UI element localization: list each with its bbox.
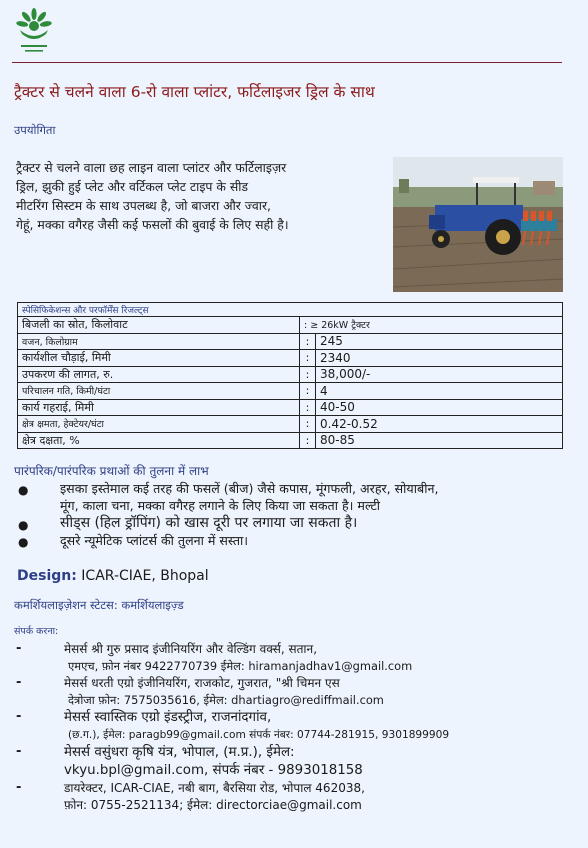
design-label: Design: (17, 568, 77, 584)
table-row (18, 366, 563, 383)
table-row (18, 432, 563, 449)
contacts-list (16, 641, 576, 814)
spec-value: 40-50 (316, 399, 563, 416)
spec-value: 2340 (316, 350, 563, 367)
spec-value: 38,000/- (316, 366, 563, 383)
commercialization-status: कमर्शियलाइज़ेशन स्टेटस: कमर्शियलाइज़्ड (14, 598, 184, 612)
spec-value: 4 (316, 383, 563, 400)
comparison-heading: पारंपरिक/पारंपरिक प्रथाओं की तुलना में लाभ (14, 464, 209, 478)
spec-separator: : (300, 416, 316, 433)
usage-line: मीटरिंग सिस्टम के साथ उपलब्ध है, जो बाजरा और ज्वार, (16, 198, 271, 213)
contact-details: (छ.ग.), ईमेल: paragb99@gmail.com संपर्क नंबर: 07744-281915, 9301899909 (68, 729, 450, 741)
tractor-planter-photo (393, 157, 563, 292)
dash-icon: - (16, 744, 22, 759)
spec-label: क्षेत्र क्षमता, हेक्टेयर/घंटा (18, 416, 300, 433)
benefit-text: मूंग, काला चना, मक्का वगैरह लगाने के लिए किया जा सकता है। मल्टी (60, 498, 381, 513)
header-divider (12, 62, 562, 63)
specifications-heading: स्पेसिफिकेशन्स और परफॉर्मेंस रिजल्ट्स (18, 303, 563, 317)
specifications-table (17, 302, 563, 449)
table-row (18, 416, 563, 433)
list-item (16, 709, 576, 744)
table-row (18, 317, 563, 334)
spec-separator: : (300, 399, 316, 416)
table-row (18, 333, 563, 350)
contact-name: मेसर्स स्वास्तिक एग्रो इंडस्ट्रीज, राजनांदगांव, (64, 710, 272, 725)
list-item (18, 497, 578, 514)
contact-name: डायरेक्टर, ICAR-CIAE, नबी बाग, बैरसिया रोड, भोपाल 462038, (64, 781, 365, 795)
spec-label: परिचालन गति, किमी/घंटा (18, 383, 300, 400)
contact-name: मेसर्स धरती एग्रो इंजीनियरिंग, राजकोट, गुजरात, "श्री चिमन एस (64, 676, 340, 690)
contact-details: vkyu.bpl@gmail.com, संपर्क नंबर - 9893018158 (64, 763, 363, 778)
benefit-text: इसका इस्तेमाल कई तरह की फसलें (बीज) जैसे कपास, मूंगफली, अरहर, सोयाबीन, (60, 481, 439, 496)
bullet-icon: ● (18, 483, 29, 497)
table-header-row (18, 303, 563, 317)
spec-value: 0.42-0.52 (316, 416, 563, 433)
dash-icon: - (16, 780, 22, 795)
bullet-icon: ● (18, 518, 29, 532)
dash-icon: - (16, 641, 22, 656)
bullet-icon: ● (18, 535, 29, 549)
spec-label: क्षेत्र दक्षता, % (18, 432, 300, 449)
usage-line: गेहूं, मक्का वगैरह जैसी कई फसलों की बुवाई के लिए सही है। (16, 217, 289, 232)
contact-name: मेसर्स श्री गुरु प्रसाद इंजीनियरिंग और वेल्डिंग वर्क्स, सतान, (64, 642, 318, 656)
benefit-text: सीड्स (हिल ड्रॉपिंग) को खास दूरी पर लगाया जा सकता है। (60, 515, 358, 531)
usage-line: ट्रैक्टर से चलने वाला छह लाइन वाला प्लांटर और फर्टिलाइज़र (16, 160, 287, 175)
design-credit (17, 568, 209, 584)
spec-label: वजन, किलोग्राम (18, 333, 300, 350)
usage-paragraph (16, 158, 378, 234)
usage-heading: उपयोगिता (14, 123, 56, 137)
list-item (16, 744, 576, 780)
dash-icon: - (16, 675, 22, 690)
spec-label: कार्यशील चौड़ाई, मिमी (18, 350, 300, 367)
list-item (18, 480, 578, 497)
spec-label: बिजली का स्रोत, किलोवाट (18, 317, 300, 334)
spec-label: कार्य गहराई, मिमी (18, 399, 300, 416)
icar-logo-icon (14, 8, 54, 60)
contact-details: देत्रोजा फ़ोन: 7575035616, ईमेल: dhartiagro@rediffmail.com (68, 693, 384, 707)
dash-icon: - (16, 709, 22, 724)
design-value: ICAR-CIAE, Bhopal (81, 568, 209, 584)
contact-name: मेसर्स वसुंधरा कृषि यंत्र, भोपाल, (म.प्र.), ईमेल: (64, 745, 295, 760)
list-item (16, 675, 576, 709)
list-item (18, 514, 578, 532)
spec-value: 80-85 (316, 432, 563, 449)
list-item (18, 532, 578, 549)
spec-value: : ≥ 26kW ट्रैक्टर (300, 317, 563, 334)
spec-separator: : (300, 383, 316, 400)
contact-details: एमएच, फ़ोन नंबर 9422770739 ईमेल: hiramanjadhav1@gmail.com (68, 659, 413, 673)
page-title: ट्रैक्टर से चलने वाला 6-रो वाला प्लांटर, फर्टिलाइजर ड्रिल के साथ (14, 83, 375, 101)
benefit-text: दूसरे न्यूमेटिक प्लांटर्स की तुलना में सस्ता। (60, 533, 249, 548)
benefits-list (18, 480, 578, 549)
spec-separator: : (300, 350, 316, 367)
list-item (16, 641, 576, 675)
table-row (18, 383, 563, 400)
contact-details: फ़ोन: 0755-2521134; ईमेल: directorciae@gmail.com (64, 798, 362, 812)
contact-heading: संपर्क करना: (14, 626, 59, 637)
spec-value: 245 (316, 333, 563, 350)
table-row (18, 399, 563, 416)
spec-label: उपकरण की लागत, रु. (18, 366, 300, 383)
spec-separator: : (300, 366, 316, 383)
usage-line: ड्रिल, झुकी हुई प्लेट और वर्टिकल प्लेट टाइप के सीड (16, 179, 249, 194)
table-row (18, 350, 563, 367)
spec-separator: : (300, 432, 316, 449)
list-item (16, 780, 576, 814)
spec-separator: : (300, 333, 316, 350)
